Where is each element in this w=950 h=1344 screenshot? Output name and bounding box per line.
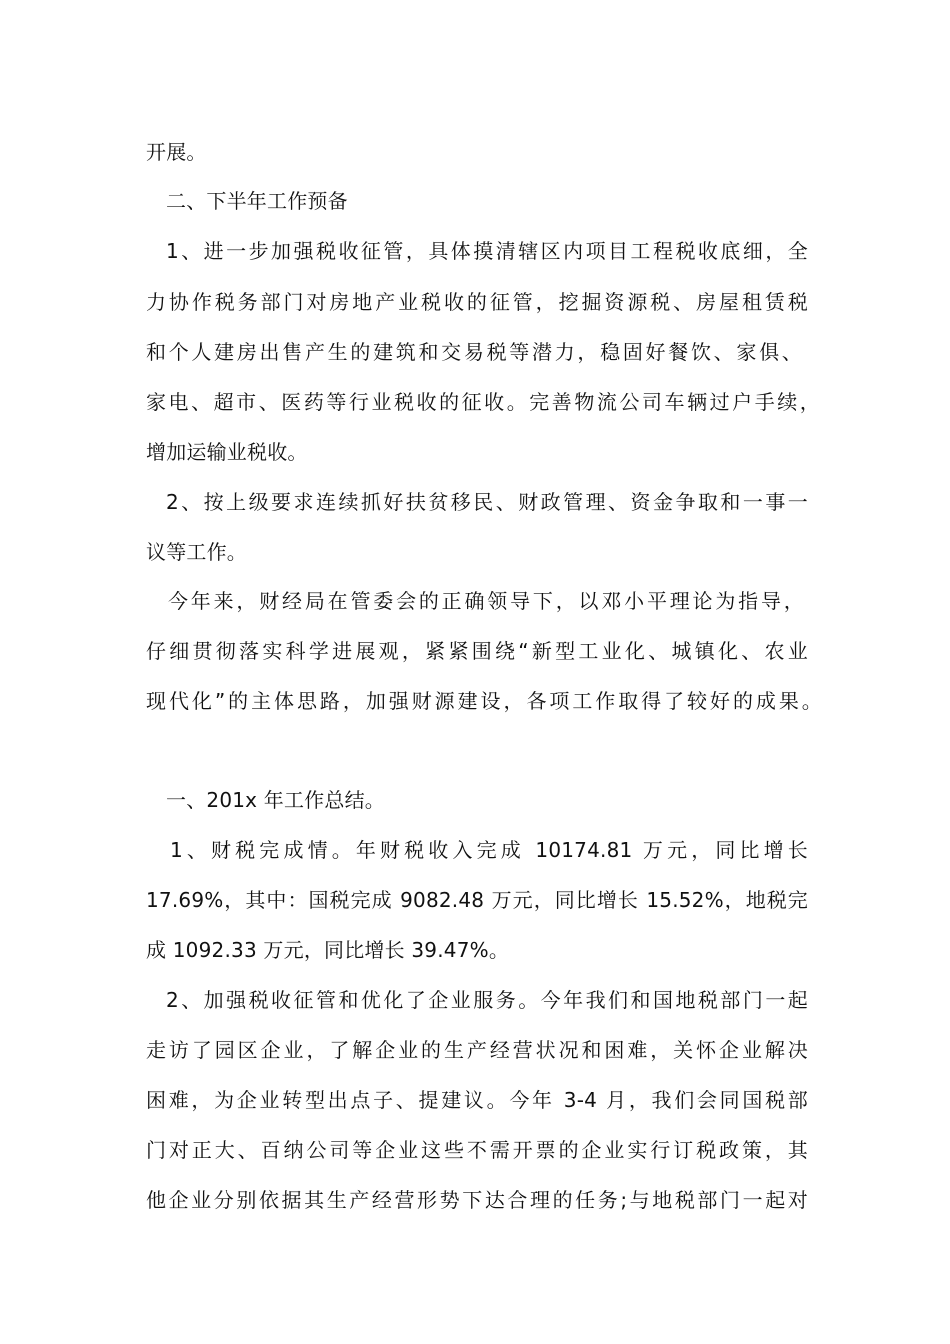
- text-line: 议等工作。: [146, 540, 247, 564]
- text-line: 门对正大、百纳公司等企业这些不需开票的企业实行订税政策，其: [146, 1138, 808, 1162]
- text-line: 17.69%，其中：国税完成 9082.48 万元，同比增长 15.52%，地税完: [146, 888, 808, 912]
- text-line: 2、按上级要求连续抓好扶贫移民、财政管理、资金争取和一事一: [166, 490, 808, 514]
- text-line: 走访了园区企业，了解企业的生产经营状况和困难，关怀企业解决: [146, 1038, 808, 1062]
- text-line: 现代化”的主体思路，加强财源建设，各项工作取得了较好的成果。: [146, 689, 822, 713]
- text-line: 开展。: [146, 140, 207, 164]
- section-heading: 一、201x 年工作总结。: [166, 788, 385, 812]
- text-line: 困难，为企业转型出点子、提建议。今年 3-4 月，我们会同国税部: [146, 1088, 808, 1112]
- text-line: 2、加强税收征管和优化了企业服务。今年我们和国地税部门一起: [166, 988, 808, 1012]
- text-line: 1、财税完成情。年财税收入完成 10174.81 万元，同比增长: [170, 838, 808, 862]
- section-heading: 二、下半年工作预备: [166, 189, 348, 213]
- text-line: 仔细贯彻落实科学进展观，紧紧围绕“新型工业化、城镇化、农业: [146, 639, 808, 663]
- text-line: 成 1092.33 万元，同比增长 39.47%。: [146, 938, 510, 962]
- text-line: 家电、超市、医药等行业税收的征收。完善物流公司车辆过户手续，: [146, 390, 820, 414]
- text-line: 1、进一步加强税收征管，具体摸清辖区内项目工程税收底细，全: [166, 239, 808, 263]
- text-line: 今年来，财经局在管委会的正确领导下，以邓小平理论为指导，: [168, 589, 804, 613]
- text-line: 力协作税务部门对房地产业税收的征管，挖掘资源税、房屋租赁税: [146, 290, 808, 314]
- text-line: 和个人建房出售产生的建筑和交易税等潜力，稳固好餐饮、家俱、: [146, 340, 802, 364]
- text-line: 他企业分别依据其生产经营形势下达合理的任务;与地税部门一起对: [146, 1188, 808, 1212]
- text-line: 增加运输业税收。: [146, 440, 308, 464]
